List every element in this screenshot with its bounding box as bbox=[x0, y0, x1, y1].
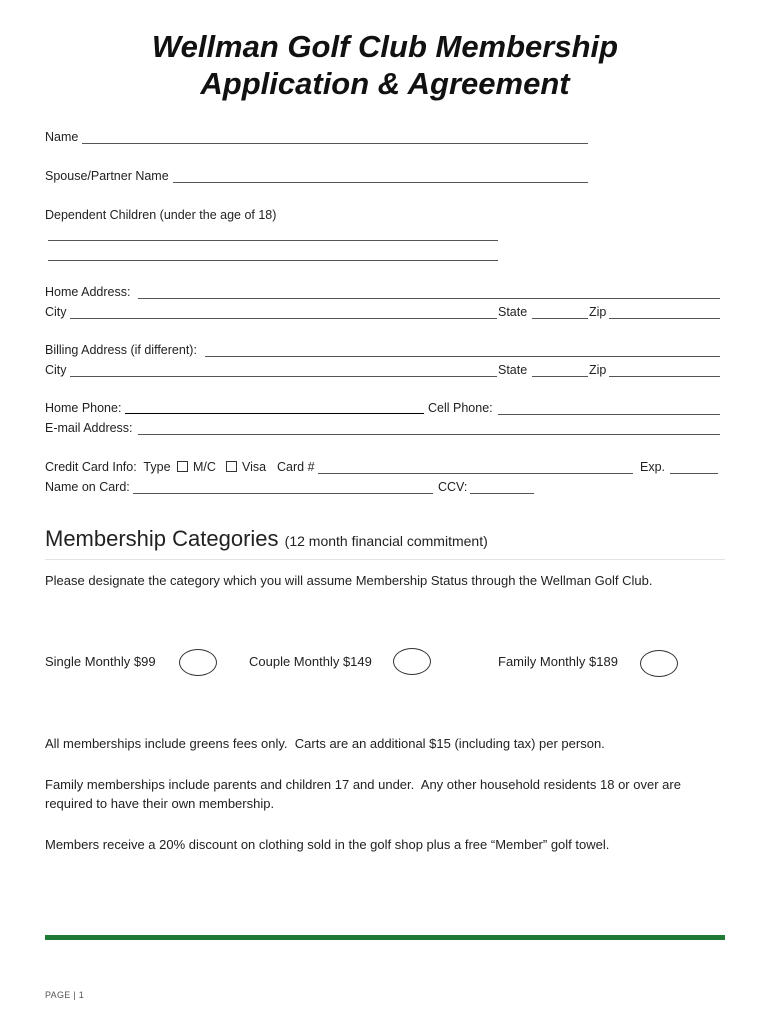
billing-city-field[interactable] bbox=[70, 376, 497, 377]
home-address-label: Home Address: bbox=[45, 285, 131, 299]
option-single-label: Single Monthly $99 bbox=[45, 654, 156, 669]
billing-state-label: State bbox=[498, 363, 528, 377]
membership-heading-text: Membership Categories bbox=[45, 526, 279, 551]
billing-zip-field[interactable] bbox=[609, 376, 720, 377]
membership-intro: Please designate the category which you will assume Membership Status through the Wellman Golf Club. bbox=[45, 573, 653, 588]
home-state-label: State bbox=[498, 305, 528, 319]
card-number-label: Card # bbox=[277, 460, 315, 474]
children-label: Dependent Children (under the age of 18) bbox=[45, 208, 277, 222]
email-label: E-mail Address: bbox=[45, 421, 133, 435]
mc-label: M/C bbox=[193, 460, 216, 474]
children-field-1[interactable] bbox=[48, 240, 498, 241]
mc-checkbox[interactable] bbox=[177, 461, 188, 472]
exp-label: Exp. bbox=[640, 460, 666, 474]
billing-address-label: Billing Address (if different): bbox=[45, 343, 197, 357]
ccv-label: CCV: bbox=[438, 480, 468, 494]
billing-state-field[interactable] bbox=[532, 376, 588, 377]
option-family-label: Family Monthly $189 bbox=[498, 654, 618, 669]
home-zip-label: Zip bbox=[589, 305, 607, 319]
home-phone-label: Home Phone: bbox=[45, 401, 122, 415]
name-on-card-field[interactable] bbox=[133, 493, 433, 494]
spouse-label: Spouse/Partner Name bbox=[45, 169, 169, 183]
page-title-line2: Application & Agreement bbox=[200, 66, 570, 101]
email-field[interactable] bbox=[138, 434, 720, 435]
option-single-oval[interactable] bbox=[179, 649, 217, 676]
billing-city-label: City bbox=[45, 363, 67, 377]
home-address-field[interactable] bbox=[138, 298, 720, 299]
membership-heading-sub: (12 month financial commitment) bbox=[284, 533, 488, 549]
exp-field[interactable] bbox=[670, 473, 718, 474]
billing-address-field[interactable] bbox=[205, 356, 720, 357]
home-city-label: City bbox=[45, 305, 67, 319]
name-field[interactable] bbox=[82, 143, 588, 144]
membership-note-carts: All memberships include greens fees only. Carts are an additional $15 (including tax) per person. bbox=[45, 736, 605, 751]
home-city-field[interactable] bbox=[70, 318, 497, 319]
membership-note-discount: Members receive a 20% discount on clothing sold in the golf shop plus a free “Member” golf towel. bbox=[45, 837, 610, 852]
card-number-field[interactable] bbox=[318, 473, 633, 474]
footer-accent-bar bbox=[45, 935, 725, 940]
home-phone-field[interactable] bbox=[125, 413, 424, 414]
name-label: Name bbox=[45, 130, 79, 144]
page-title-line1: Wellman Golf Club Membership bbox=[151, 29, 619, 64]
home-zip-field[interactable] bbox=[609, 318, 720, 319]
option-couple-label: Couple Monthly $149 bbox=[249, 654, 372, 669]
option-family-oval[interactable] bbox=[640, 650, 678, 677]
membership-heading bbox=[45, 526, 488, 552]
spouse-field[interactable] bbox=[173, 182, 588, 183]
section-divider bbox=[45, 559, 725, 560]
home-state-field[interactable] bbox=[532, 318, 588, 319]
cell-phone-field[interactable] bbox=[498, 414, 720, 415]
name-on-card-label: Name on Card: bbox=[45, 480, 130, 494]
membership-note-family-line2: required to have their own membership. bbox=[45, 796, 275, 811]
membership-note-family-line1: Family memberships include parents and children 17 and under. Any other household residents 18 or over are bbox=[45, 777, 681, 792]
cell-phone-label: Cell Phone: bbox=[428, 401, 493, 415]
option-couple-oval[interactable] bbox=[393, 648, 431, 675]
credit-card-info-label: Credit Card Info: Type bbox=[45, 460, 171, 474]
page-number: PAGE | 1 bbox=[45, 990, 85, 1000]
ccv-field[interactable] bbox=[470, 493, 534, 494]
visa-checkbox[interactable] bbox=[226, 461, 237, 472]
children-field-2[interactable] bbox=[48, 260, 498, 261]
billing-zip-label: Zip bbox=[589, 363, 607, 377]
visa-label: Visa bbox=[242, 460, 267, 474]
